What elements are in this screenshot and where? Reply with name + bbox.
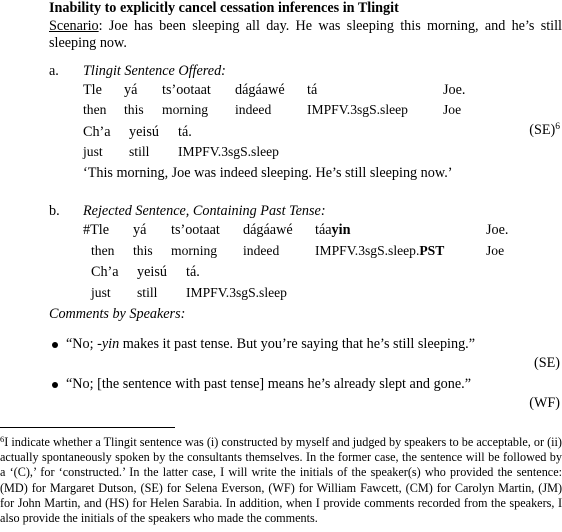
comment-1-pre: “No; - bbox=[66, 336, 102, 352]
gloss: this bbox=[124, 102, 144, 117]
gloss: still bbox=[129, 144, 150, 159]
word: yeisú bbox=[137, 264, 167, 280]
bullet-icon bbox=[52, 382, 58, 388]
footnote-mark: 6 bbox=[0, 434, 5, 444]
gloss: morning bbox=[171, 243, 218, 258]
bullet-icon bbox=[52, 342, 58, 348]
word: dágáawé bbox=[235, 82, 285, 98]
word: #Tle bbox=[83, 222, 109, 238]
gloss: morning bbox=[162, 102, 209, 117]
footnote-ref: 6 bbox=[555, 122, 560, 132]
scenario-text: : Joe has been sleeping all day. He was sleeping this morning, and he’s still sleeping now. bbox=[49, 18, 562, 51]
gloss-stem: IMPFV.3sgS.sleep. bbox=[315, 243, 420, 258]
word: ts’ootaat bbox=[162, 82, 211, 98]
gloss: IMPFV.3sgS.sleep bbox=[186, 285, 287, 300]
past-suffix: yin bbox=[331, 222, 351, 238]
gloss: then bbox=[83, 102, 107, 117]
comments-heading: Comments by Speakers: bbox=[49, 306, 186, 322]
gloss: this bbox=[133, 243, 153, 258]
word: yá bbox=[133, 222, 147, 238]
comment-1-text bbox=[66, 336, 475, 353]
word: tá. bbox=[178, 124, 192, 140]
comment-2-source: (WF) bbox=[529, 395, 560, 411]
word: Joe. bbox=[486, 222, 509, 238]
example-a-source bbox=[529, 122, 560, 139]
gloss: indeed bbox=[235, 102, 272, 117]
footnote-rule bbox=[0, 427, 175, 428]
example-b-heading: Rejected Sentence, Containing Past Tense: bbox=[83, 203, 326, 219]
scenario-paragraph bbox=[49, 18, 562, 52]
word: yá bbox=[124, 82, 138, 98]
example-a-heading: Tlingit Sentence Offered: bbox=[83, 63, 226, 79]
gloss-past: PST bbox=[419, 243, 445, 258]
word: Ch’a bbox=[91, 264, 119, 280]
gloss: indeed bbox=[243, 243, 280, 258]
gloss: IMPFV.3sgS.sleep bbox=[307, 102, 408, 117]
word: tá. bbox=[186, 264, 200, 280]
word: ts’ootaat bbox=[171, 222, 220, 238]
section-title: Inability to explicitly cancel cessation inferences in Tlingit bbox=[49, 0, 399, 16]
comment-2-text: “No; [the sentence with past tense] means he’s already slept and gone.” bbox=[66, 376, 471, 392]
footnote bbox=[0, 435, 562, 526]
word: dágáawé bbox=[243, 222, 293, 238]
comment-1-source: (SE) bbox=[533, 355, 560, 371]
gloss: then bbox=[91, 243, 115, 258]
footnote-text: I indicate whether a Tlingit sentence was (i) constructed by myself and judged by speakers to be acceptable, or (ii) actually spontaneously spoken by the consultants themselves. In the former case, the sentence will be followed by a ‘(C),’ for ‘constructed.’ In the latter case, I will write the initials of the speaker(s) who provided the sentence: (MD) for Margaret Dutson, (SE) for Selena Everson, (WF) for William Fawcett, (CM) for Carolyn Martin, (JM) for John Martin, and (HS) for Helen Sarabia. In addition, when I provide comments recorded from the speakers, I also provide the initials of the speakers who made the comments. bbox=[0, 435, 562, 526]
comment-1-suffix: yin bbox=[101, 336, 120, 352]
gloss: Joe bbox=[443, 102, 462, 117]
comment-1-post: makes it past tense. But you’re saying that he’s still sleeping.” bbox=[119, 336, 476, 352]
word: Joe. bbox=[443, 82, 466, 98]
gloss bbox=[315, 242, 444, 259]
gloss: still bbox=[137, 285, 158, 300]
source-label: (SE) bbox=[529, 122, 556, 138]
scenario-label: Scenario bbox=[49, 18, 99, 34]
word: Tle bbox=[83, 82, 102, 98]
word: tá bbox=[307, 82, 318, 98]
stem: táa bbox=[315, 222, 332, 238]
example-a-letter: a. bbox=[49, 63, 59, 79]
word: yeisú bbox=[129, 124, 159, 140]
gloss: IMPFV.3sgS.sleep bbox=[178, 144, 279, 159]
gloss: just bbox=[91, 285, 111, 300]
example-a-translation: ‘This morning, Joe was indeed sleeping. He’s still sleeping now.’ bbox=[83, 165, 453, 181]
gloss: Joe bbox=[486, 243, 505, 258]
word: Ch’a bbox=[83, 124, 111, 140]
gloss: just bbox=[83, 144, 103, 159]
example-b-letter: b. bbox=[49, 203, 60, 219]
word bbox=[315, 222, 350, 239]
